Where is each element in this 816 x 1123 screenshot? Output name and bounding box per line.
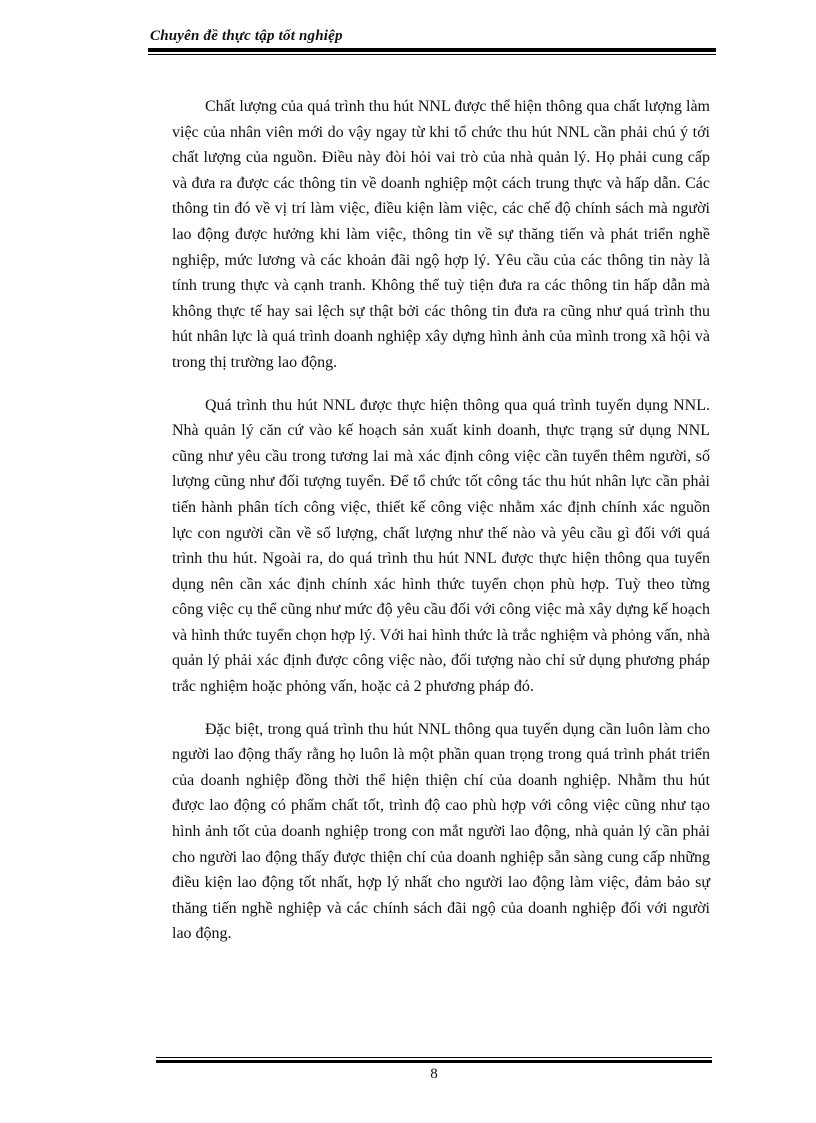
- header-rule-thin: [148, 54, 716, 55]
- footer-rule-thin: [156, 1057, 712, 1058]
- paragraph: Chất lượng của quá trình thu hút NNL được thể hiện thông qua chất lượng làm việc của nhân viên mới do vậy ngay từ khi tổ chức thu hút NNL cần phải chú ý tới chất lượng của nguồn. Điều này đòi hỏi vai trò của nhà quản lý. Họ phải cung cấp và đưa ra được các thông tin về doanh nghiệp một cách trung thực và hấp dẫn. Các thông tin đó về vị trí làm việc, điều kiện làm việc, các chế độ chính sách mà người lao động được hưởng khi làm việc, thông tin về sự thăng tiến và phát triển nghề nghiệp, mức lương và các khoản đãi ngộ hợp lý. Yêu cầu của các thông tin này là tính trung thực và cạnh tranh. Không thể tuỳ tiện đưa ra các thông tin hấp dẫn mà không thực tế hay sai lệch sự thật bởi các thông tin đưa ra cũng như quá trình thu hút nhân lực là quá trình doanh nghiệp xây dựng hình ảnh của mình trong xã hội và trong thị trường lao động.: [172, 98, 710, 371]
- footer-rule-thick: [156, 1060, 712, 1063]
- page-header: [148, 26, 716, 55]
- page-number: 8: [430, 1066, 438, 1082]
- paragraph: Quá trình thu hút NNL được thực hiện thông qua quá trình tuyển dụng NNL. Nhà quản lý căn cứ vào kế hoạch sản xuất kinh doanh, thực trạng sử dụng NNL cũng như yêu cầu trong tương lai mà xác định công việc cần tuyển thêm người, số lượng cũng như đối tượng tuyển. Để tổ chức tốt công tác thu hút nhân lực cần phải tiến hành phân tích công việc, thiết kế công việc nhằm xác định chính xác nguồn lực con người cần về số lượng, chất lượng như thế nào và yêu cầu gì đối với quá trình thu hút. Ngoài ra, do quá trình thu hút NNL được thực hiện thông qua tuyển dụng nên cần xác định chính xác hình thức tuyển chọn phù hợp. Tuỳ theo từng công việc cụ thể cũng như mức độ yêu cầu đối với công việc mà xây dựng kế hoạch và hình thức tuyển chọn hợp lý. Với hai hình thức là trắc nghiệm và phỏng vấn, nhà quản lý phải xác định được công việc nào, đối tượng nào chỉ sử dụng phương pháp trắc nghiệm hoặc phỏng vấn, hoặc cả 2 phương pháp đó.: [172, 396, 710, 696]
- header-title: Chuyên đề thực tập tốt nghiệp: [150, 28, 343, 44]
- page-footer: [156, 1057, 712, 1083]
- header-rule-thick: [148, 48, 716, 52]
- document-body: [172, 94, 710, 947]
- paragraph: Đặc biệt, trong quá trình thu hút NNL thông qua tuyển dụng cần luôn làm cho người lao động thấy rằng họ luôn là một phần quan trọng trong quá trình phát triển của doanh nghiệp đồng thời thể hiện thiện chí của doanh nghiệp. Nhằm thu hút được lao động có phẩm chất tốt, trình độ cao phù hợp với công việc cũng như tạo hình ảnh tốt của doanh nghiệp trong con mắt người lao động, nhà quản lý cần phải cho người lao động thấy được thiện chí của doanh nghiệp sẵn sàng cung cấp những điều kiện lao động tốt nhất, hợp lý nhất cho người lao động làm việc, đảm bảo sự thăng tiến nghề nghiệp và các chính sách đãi ngộ của doanh nghiệp đối với người lao động.: [172, 720, 710, 943]
